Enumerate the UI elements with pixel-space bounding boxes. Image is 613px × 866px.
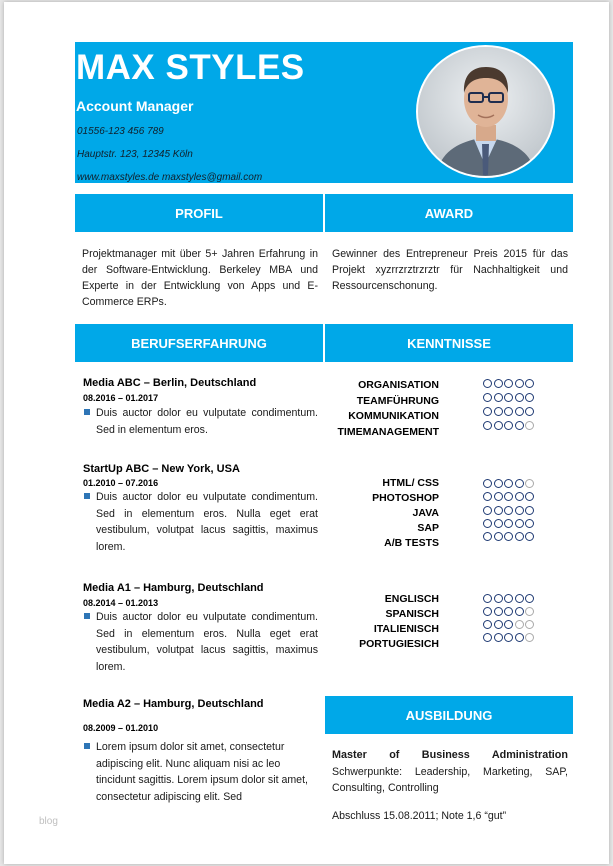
rating-dot-filled xyxy=(504,519,513,528)
rating-dot-empty xyxy=(525,633,534,642)
rating-dot-empty xyxy=(525,479,534,488)
rating-dot-filled xyxy=(504,633,513,642)
job-1-bullet xyxy=(84,409,90,415)
job-2-bullet xyxy=(84,493,90,499)
rating-dot-filled xyxy=(515,633,524,642)
rating-dot-filled xyxy=(525,393,534,402)
candidate-name: MAX STYLES xyxy=(76,48,305,87)
rating-dot-filled xyxy=(494,393,503,402)
section-award-header xyxy=(325,194,573,232)
rating-dot-filled xyxy=(515,379,524,388)
rating-dot-filled xyxy=(494,506,503,515)
section-ausbildung-title: AUSBILDUNG xyxy=(405,707,493,723)
degree-focus: Schwerpunkte: Leadership, Marketing, SAP, Consulting, Controlling xyxy=(332,766,568,794)
section-profil-title: PROFIL xyxy=(175,205,223,221)
job-1-title: Media ABC – Berlin, Deutschland xyxy=(83,377,257,389)
job-4-text: Lorem ipsum dolor sit amet, consectetur adipiscing elit. Nunc aliquam nisi ac leo tincidunt sagittis. Lorem ipsum dolor sit amet, consectetur adipiscing elit. Sed xyxy=(96,741,308,803)
job-3-date: 08.2014 – 01.2013 xyxy=(83,598,159,608)
rating-dot-filled xyxy=(483,607,492,616)
rating-dot-filled xyxy=(494,633,503,642)
award-text: Gewinner des Entrepreneur Preis 2015 für das Projekt xyzrrzrztrzrztr für Nachhaltigkeit und Ressourcenschonung. xyxy=(332,248,568,292)
skill-label: PORTUGIESICH xyxy=(359,638,439,650)
rating-dot-filled xyxy=(494,594,503,603)
section-berufserfahrung-title: BERUFSERFAHRUNG xyxy=(131,335,267,351)
skill-label: SPANISCH xyxy=(385,608,439,620)
rating-dot-filled xyxy=(525,492,534,501)
rating-dot-filled xyxy=(515,479,524,488)
rating-dot-empty xyxy=(525,607,534,616)
rating-dot-filled xyxy=(483,519,492,528)
rating-dot-filled xyxy=(515,519,524,528)
job-3-bullet xyxy=(84,613,90,619)
skill-label: A/B TESTS xyxy=(384,537,439,549)
job-2-text: Duis auctor dolor eu vulputate condimentum. Sed in elementum eros. Nulla eget erat vestibulum, volutpat lacus sagittis, maximus lorem. xyxy=(96,491,318,553)
skill-label: PHOTOSHOP xyxy=(372,492,439,504)
rating-dot-filled xyxy=(515,506,524,515)
skill-label: SAP xyxy=(417,522,439,534)
rating-dot-filled xyxy=(483,421,492,430)
job-2-title: StartUp ABC – New York, USA xyxy=(83,463,240,475)
job-3-text: Duis auctor dolor eu vulputate condimentum. Sed in elementum eros. Nulla eget erat vestibulum, volutpat lacus sagittis, maximus lorem. xyxy=(96,611,318,673)
job-1-date: 08.2016 – 01.2017 xyxy=(83,393,159,403)
rating-dot-filled xyxy=(483,379,492,388)
rating-dot-filled xyxy=(483,492,492,501)
job-3-title: Media A1 – Hamburg, Deutschland xyxy=(83,582,264,594)
skill-label: TEAMFÜHRUNG xyxy=(356,395,439,407)
skill-label: JAVA xyxy=(412,507,439,519)
rating-dot-filled xyxy=(494,620,503,629)
section-kenntnisse-title: KENNTNISSE xyxy=(407,335,491,351)
graduation-info: Abschluss 15.08.2011; Note 1,6 “gut” xyxy=(332,810,507,822)
rating-dot-filled xyxy=(525,532,534,541)
rating-dot-filled xyxy=(483,620,492,629)
skill-label: ORGANISATION xyxy=(358,379,439,391)
rating-dot-filled xyxy=(494,421,503,430)
skill-label: ITALIENISCH xyxy=(373,623,439,635)
rating-dot-filled xyxy=(515,421,524,430)
skill-label: TIMEMANAGEMENT xyxy=(337,426,439,438)
job-1-text: Duis auctor dolor eu vulputate condimentum. Sed in elementum eros. xyxy=(96,407,318,436)
rating-dot-filled xyxy=(483,594,492,603)
rating-dot-filled xyxy=(525,519,534,528)
section-berufserfahrung-header xyxy=(75,324,323,362)
rating-dot-filled xyxy=(515,607,524,616)
section-kenntnisse-header xyxy=(325,324,573,362)
rating-dot-filled xyxy=(504,532,513,541)
rating-dot-filled xyxy=(483,633,492,642)
candidate-role: Account Manager xyxy=(76,98,194,114)
rating-dot-filled xyxy=(525,594,534,603)
rating-dot-filled xyxy=(515,393,524,402)
rating-dot-filled xyxy=(525,407,534,416)
rating-dot-empty xyxy=(515,620,524,629)
rating-dot-filled xyxy=(483,506,492,515)
skill-label: HTML/ CSS xyxy=(382,477,439,489)
rating-dot-filled xyxy=(504,393,513,402)
rating-dot-filled xyxy=(515,532,524,541)
rating-dot-filled xyxy=(504,594,513,603)
rating-dot-filled xyxy=(504,492,513,501)
web-and-email: www.maxstyles.de maxstyles@gmail.com xyxy=(77,172,263,183)
rating-dot-filled xyxy=(483,532,492,541)
rating-dot-filled xyxy=(504,479,513,488)
rating-dot-filled xyxy=(494,492,503,501)
rating-dot-filled xyxy=(494,407,503,416)
rating-dot-filled xyxy=(504,421,513,430)
job-2-date: 01.2010 – 07.2016 xyxy=(83,478,159,488)
profile-photo xyxy=(416,45,555,178)
rating-dot-filled xyxy=(483,407,492,416)
section-ausbildung-header xyxy=(325,696,573,734)
skill-label: KOMMUNIKATION xyxy=(348,410,439,422)
rating-dot-filled xyxy=(483,479,492,488)
rating-dot-filled xyxy=(504,506,513,515)
skill-label: ENGLISCH xyxy=(384,593,439,605)
rating-dot-filled xyxy=(504,379,513,388)
rating-dot-empty xyxy=(525,421,534,430)
address: Hauptstr. 123, 12345 Köln xyxy=(77,149,193,160)
rating-dot-filled xyxy=(525,506,534,515)
job-4-title: Media A2 – Hamburg, Deutschland xyxy=(83,698,264,710)
section-profil-header xyxy=(75,194,323,232)
rating-dot-filled xyxy=(504,407,513,416)
rating-dot-filled xyxy=(504,620,513,629)
rating-dot-filled xyxy=(515,492,524,501)
rating-dot-filled xyxy=(525,379,534,388)
rating-dot-filled xyxy=(494,607,503,616)
section-award-title: AWARD xyxy=(424,205,474,221)
job-4-bullet xyxy=(84,743,90,749)
watermark-text: blog xyxy=(39,816,58,827)
rating-dot-filled xyxy=(515,594,524,603)
phone-number: 01556-123 456 789 xyxy=(77,126,164,137)
rating-dot-filled xyxy=(494,379,503,388)
rating-dot-filled xyxy=(504,607,513,616)
job-4-date: 08.2009 – 01.2010 xyxy=(83,723,159,733)
profil-text: Projektmanager mit über 5+ Jahren Erfahrung in der Software-Entwicklung. Berkeley MBA und Experte in der Entwicklung von Apps und E-Commerce ERPs. xyxy=(82,248,318,308)
rating-dot-empty xyxy=(525,620,534,629)
rating-dot-filled xyxy=(494,532,503,541)
degree-title: Master of Business Administration xyxy=(332,749,568,761)
rating-dot-filled xyxy=(515,407,524,416)
rating-dot-filled xyxy=(494,479,503,488)
rating-dot-filled xyxy=(494,519,503,528)
rating-dot-filled xyxy=(483,393,492,402)
